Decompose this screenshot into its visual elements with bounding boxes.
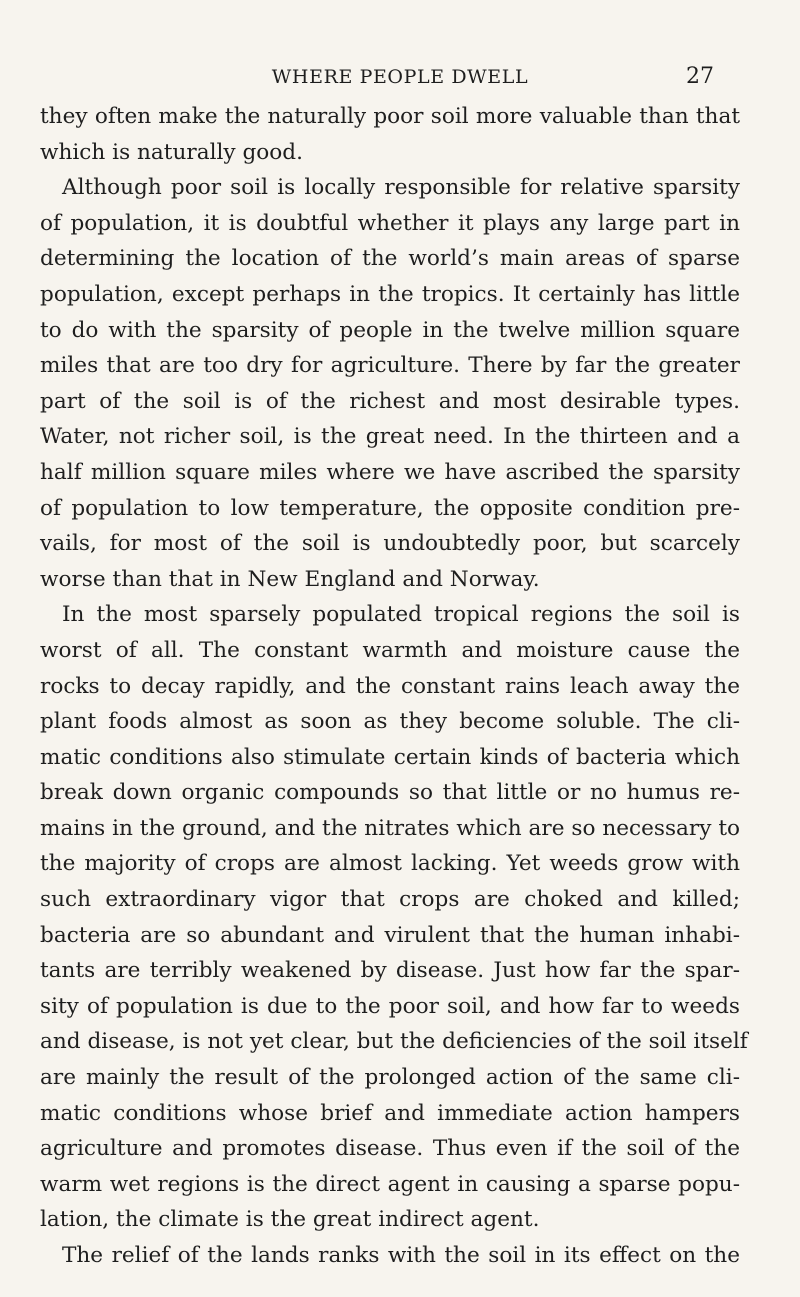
body-text [40,99,748,1268]
text-line: vails, for most of the soil is undoubtedly poor, but scarcely [40,531,740,557]
paragraph-first-line: Although poor soil is locally responsible for relative sparsity [62,175,740,201]
text-line: Water, not richer soil, is the great need. In the thirteen and a [40,424,740,450]
text-line: they often make the naturally poor soil more valuable than that [40,104,740,129]
text-line: the majority of crops are almost lacking. Yet weeds grow with [40,851,740,877]
text-line: break down organic compounds so that little or no humus re- [40,780,740,806]
text-line: of population, it is doubtful whether it plays any large part in [40,210,740,236]
text-line: miles that are too dry for agriculture. There by far the greater [40,353,740,379]
text-line: worst of all. The constant warmth and moisture cause the [40,637,740,663]
text-line: and disease, is not yet clear, but the deficiencies of the soil itself [40,1029,748,1055]
page-number: 27 [686,64,714,89]
text-line: bacteria are so abundant and virulent that the human inhabi- [40,922,740,948]
text-line: tants are terribly weakened by disease. Just how far the spar- [40,958,740,984]
text-line: population, except perhaps in the tropics. It certainly has little [40,281,740,307]
text-line: which is naturally good. [40,139,303,165]
paragraph-first-line: In the most sparsely populated tropical regions the soil is [62,602,740,628]
paragraph-first-line: The relief of the lands ranks with the soil in its effect on the [62,1243,740,1268]
text-line: agriculture and promotes disease. Thus even if the soil of the [40,1136,740,1162]
text-line: are mainly the result of the prolonged action of the same cli- [40,1065,740,1091]
text-line: warm wet regions is the direct agent in causing a sparse popu- [40,1171,740,1197]
text-line: part of the soil is of the richest and most desirable types. [40,388,740,414]
text-line: mains in the ground, and the nitrates which are so necessary to [40,815,740,841]
text-line: matic conditions also stimulate certain kinds of bacteria which [40,744,740,770]
running-title: WHERE PEOPLE DWELL [271,66,529,88]
text-line: plant foods almost as soon as they become soluble. The cli- [40,709,740,735]
text-line: worse than that in New England and Norway. [40,566,540,592]
text-line: half million square miles where we have ascribed the sparsity [40,459,740,485]
text-line: rocks to decay rapidly, and the constant rains leach away the [40,673,740,699]
text-line: of population to low temperature, the opposite condition pre- [40,495,740,521]
text-line: such extraordinary vigor that crops are choked and killed; [40,887,740,913]
text-line: lation, the climate is the great indirect agent. [40,1207,540,1233]
text-line: to do with the sparsity of people in the twelve million square [40,317,740,343]
text-line: determining the location of the world’s main areas of sparse [40,246,740,272]
running-head [0,62,800,92]
text-line: matic conditions whose brief and immediate action hampers [40,1100,740,1126]
text-line: sity of population is due to the poor soil, and how far to weeds [40,993,740,1019]
